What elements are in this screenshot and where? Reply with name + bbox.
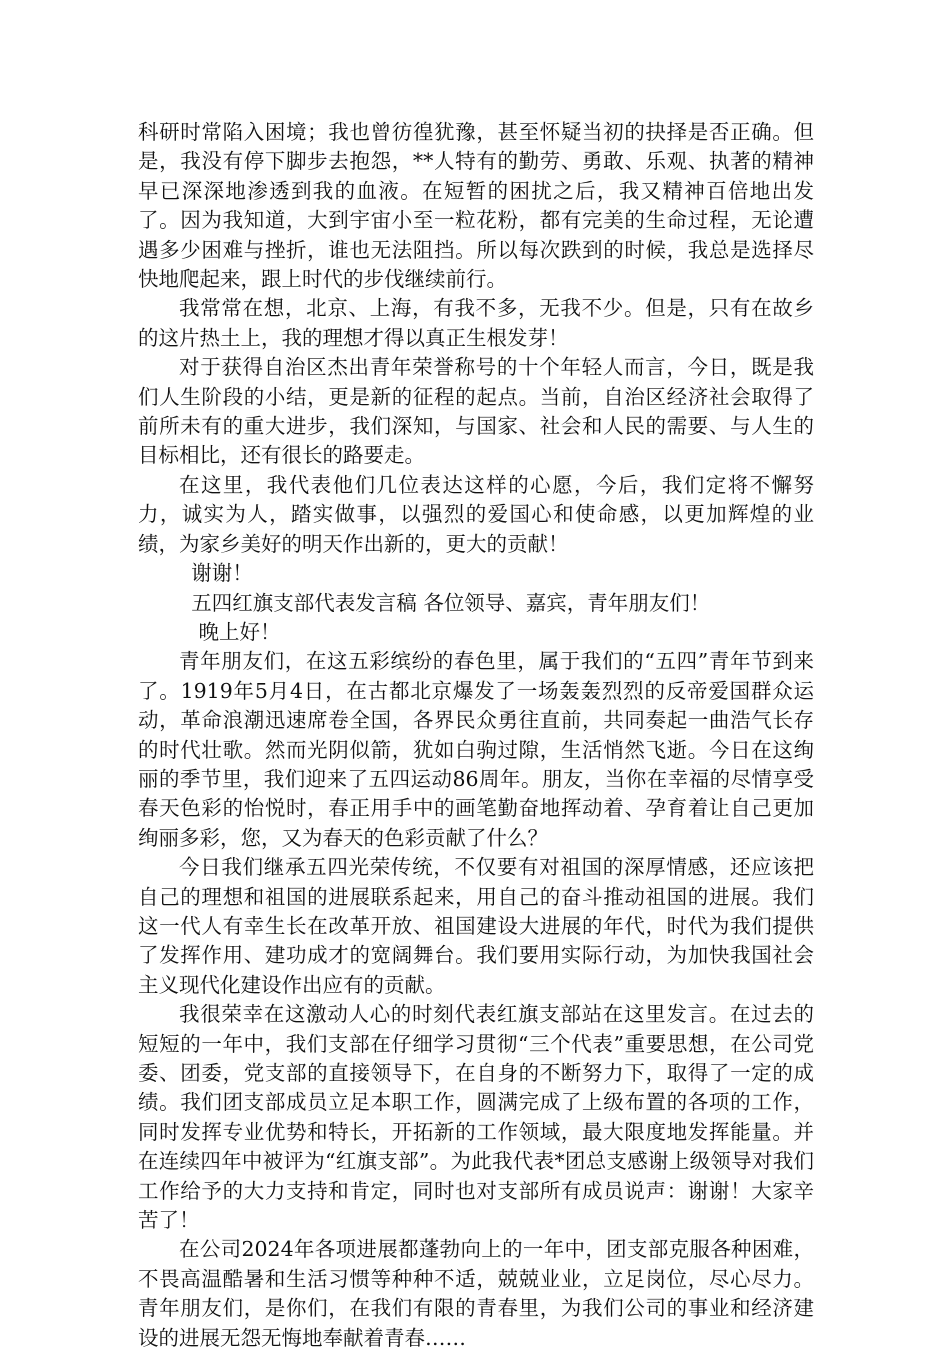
- body-paragraph: 科研时常陷入困境；我也曾彷徨犹豫，甚至怀疑当初的抉择是否正确。但是，我没有停下脚步去抱怨，**人特有的勤劳、勇敢、乐观、执著的精神早已深深地渗透到我的血液。在短暂的困扰之后，我又精神百倍地出发了。因为我知道，大到宇宙小至一粒花粉，都有完美的生命过程，无论遭遇多少困难与挫折，谁也无法阻挡。所以每次跌到的时候，我总是选择尽快地爬起来，跟上时代的步伐继续前行。: [138, 120, 814, 292]
- body-paragraph: 今日我们继承五四光荣传统，不仅要有对祖国的深厚情感，还应该把自己的理想和祖国的进展联系起来，用自己的奋斗推动祖国的进展。我们这一代人有幸生长在改革开放、祖国建设大进展的年代，时代为我们提供了发挥作用、建功成才的宽阔舞台。我们要用实际行动，为加快我国社会主义现代化建设作出应有的贡献。: [138, 855, 814, 997]
- body-paragraph: 在这里，我代表他们几位表达这样的心愿，今后，我们定将不懈努力，诚实为人，踏实做事，以强烈的爱国心和使命感，以更加辉煌的业绩，为家乡美好的明天作出新的，更大的贡献！: [138, 472, 814, 556]
- body-paragraph: 在公司2024年各项进展都蓬勃向上的一年中，团支部克服各种困难，不畏高温酷暑和生活习惯等种种不适，兢兢业业，立足岗位，尽心尽力。青年朋友们，是你们，在我们有限的青春里，为我们公司的事业和经济建设的进展无怨无悔地奉献着青春……: [138, 1237, 814, 1350]
- body-paragraph: 青年朋友们，在这五彩缤纷的春色里，属于我们的“五四”青年节到来了。1919年5月4日，在古都北京爆发了一场轰轰烈烈的反帝爱国群众运动，革命浪潮迅速席卷全国，各界民众勇往直前，共同奏起一曲浩气长存的时代壮歌。然而光阴似箭，犹如白驹过隙，生活悄然飞逝。今日在这绚丽的季节里，我们迎来了五四运动86周年。朋友，当你在幸福的尽情享受春天色彩的怡悦时，春正用手中的画笔勤奋地挥动着、孕育着让自己更加绚丽多彩，您，又为春天的色彩贡献了什么？: [138, 649, 814, 850]
- body-paragraph: 对于获得自治区杰出青年荣誉称号的十个年轻人而言，今日，既是我们人生阶段的小结，更是新的征程的起点。当前，自治区经济社会取得了前所未有的重大进步，我们深知，与国家、社会和人民的需要、与人生的目标相比，还有很长的路要走。: [138, 355, 814, 468]
- body-paragraph: 我很荣幸在这激动人心的时刻代表红旗支部站在这里发言。在过去的短短的一年中，我们支部在仔细学习贯彻“三个代表”重要思想，在公司党委、团委，党支部的直接领导下，在自身的不断努力下，取得了一定的成绩。我们团支部成员立足本职工作，圆满完成了上级布置的各项的工作，同时发挥专业优势和特长，开拓新的工作领域，最大限度地发挥能量。并在连续四年中被评为“红旗支部”。为此我代表*团总支感谢上级领导对我们工作给予的大力支持和肯定，同时也对支部所有成员说声：谢谢！大家辛苦了！: [138, 1002, 814, 1233]
- thanks-line: 谢谢！: [191, 561, 253, 586]
- document-page: [138, 118, 814, 1353]
- speech-title-line: 五四红旗支部代表发言稿 各位领导、嘉宾，青年朋友们！: [191, 590, 711, 615]
- greeting-line: 晚上好！: [198, 619, 281, 644]
- body-paragraph: 我常常在想，北京、上海，有我不多，无我不少。但是，只有在故乡的这片热土上，我的理想才得以真正生根发芽！: [138, 296, 814, 350]
